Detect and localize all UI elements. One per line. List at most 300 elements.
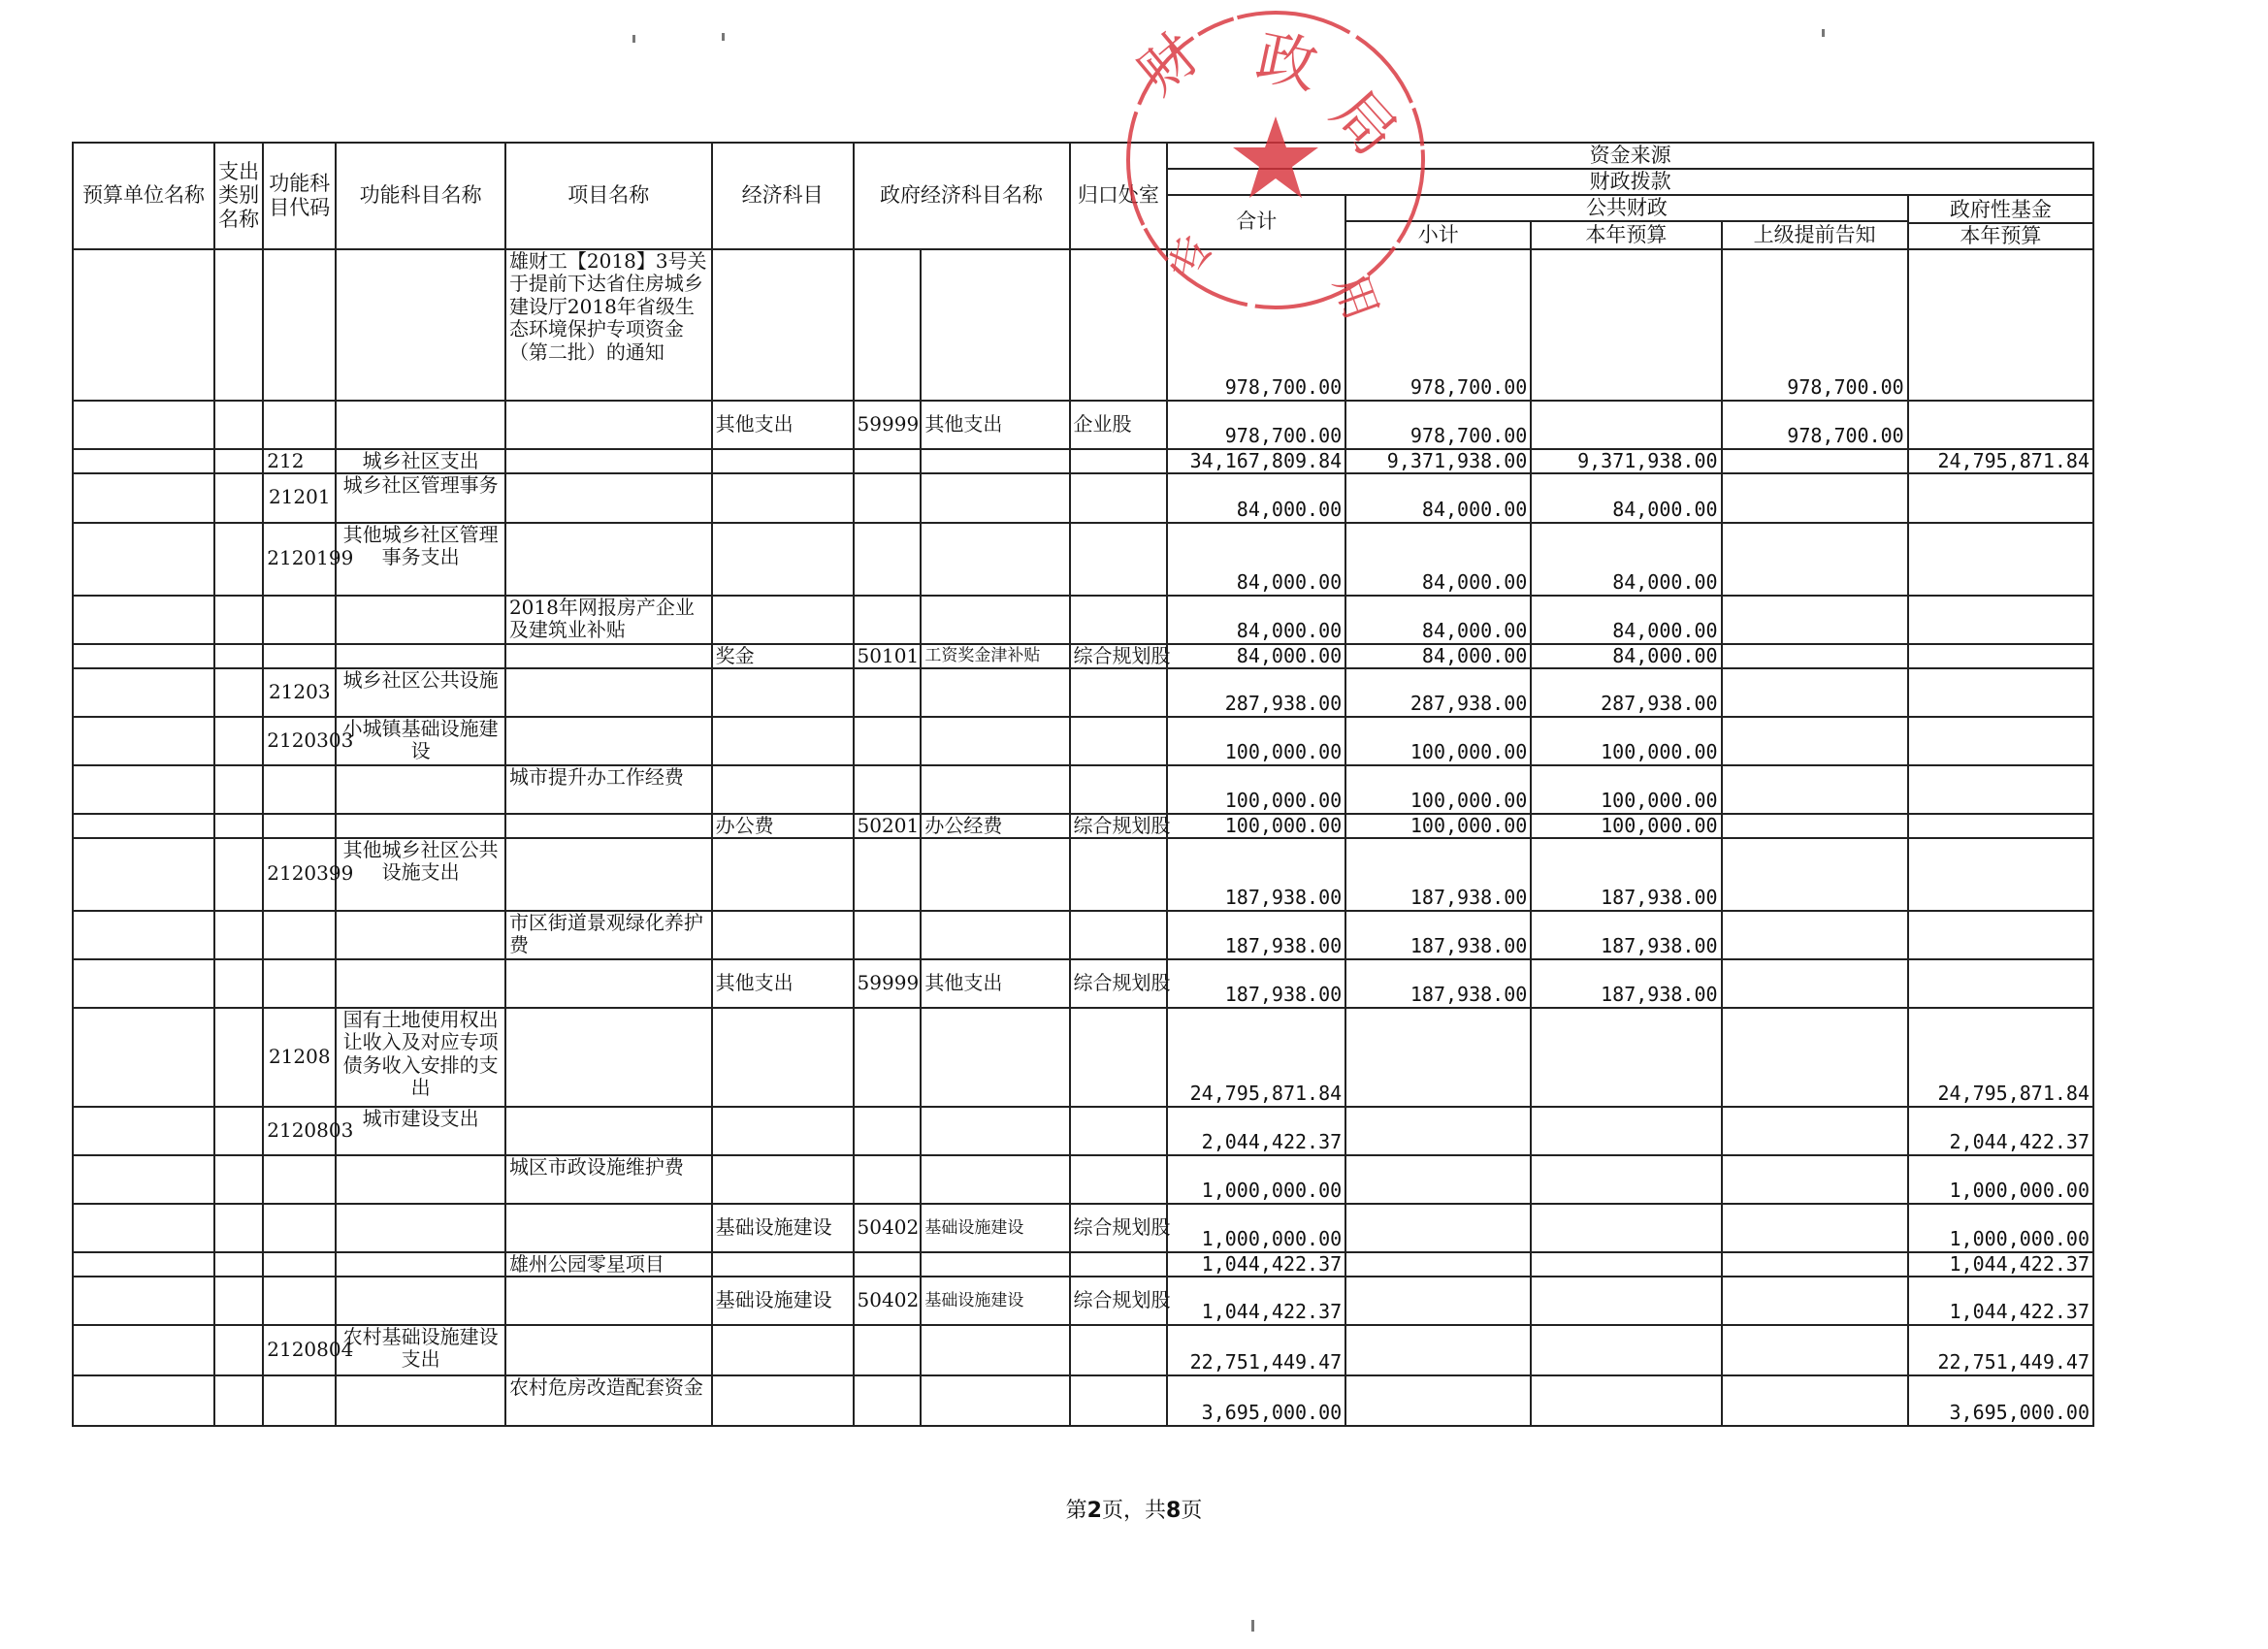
gov-fund-cell	[1908, 765, 2093, 814]
eco-code-cell	[854, 596, 922, 644]
eco-subject-cell	[712, 596, 854, 644]
dept-text: 企业股	[1073, 411, 1132, 436]
project-name-cell	[505, 1252, 712, 1277]
current-budget-cell	[1531, 668, 1721, 717]
header-subtotal: 小计	[1345, 221, 1531, 249]
unit-name-cell	[73, 668, 214, 717]
subtotal-text: 187,938.00	[1409, 885, 1528, 909]
func-code-cell	[263, 911, 336, 959]
project-name-cell	[505, 1107, 712, 1155]
unit-name-cell	[73, 473, 214, 523]
func-name-cell	[336, 668, 505, 717]
func-code-text: 2120303	[267, 728, 354, 752]
eco-code-cell	[854, 1008, 922, 1107]
gov-fund-cell	[1908, 644, 2093, 668]
table-row	[73, 523, 2093, 596]
project-name-cell	[505, 1155, 712, 1204]
eco-code-cell	[854, 449, 922, 473]
header-gov-fund: 政府性基金	[1908, 195, 2093, 223]
eco-subject-cell	[712, 449, 854, 473]
gov-eco-name-cell	[921, 596, 1069, 644]
unit-name-cell	[73, 449, 214, 473]
gov-eco-name-cell	[921, 401, 1069, 449]
eco-subject-cell	[712, 249, 854, 401]
total-text: 187,938.00	[1224, 933, 1343, 957]
expense-type-cell	[214, 249, 263, 401]
current-budget-cell	[1531, 765, 1721, 814]
func-code-cell	[263, 717, 354, 765]
gov-fund-cell	[1908, 1008, 2093, 1107]
eco-code-text: 50101	[857, 643, 920, 667]
func-name-cell	[336, 838, 505, 911]
eco-code-text: 59999	[857, 411, 920, 436]
advance-notice-cell	[1722, 1204, 1908, 1252]
subtotal-cell	[1345, 473, 1531, 523]
func-name-cell	[336, 1107, 505, 1155]
current-budget-cell	[1531, 911, 1721, 959]
expense-type-cell	[214, 911, 263, 959]
eco-subject-cell	[712, 765, 854, 814]
total-text: 100,000.00	[1224, 739, 1343, 763]
gov-fund-cell	[1908, 1277, 2093, 1325]
func-name-cell	[336, 814, 505, 838]
dept-cell	[1070, 668, 1168, 717]
eco-code-cell	[854, 765, 922, 814]
func-name-cell	[336, 1008, 505, 1107]
total-text: 1,000,000.00	[1201, 1226, 1343, 1250]
gov-eco-name-cell	[921, 1107, 1069, 1155]
current-budget-text: 84,000.00	[1612, 643, 1718, 667]
func-code-cell	[263, 1252, 336, 1277]
current-budget-cell	[1531, 449, 1721, 473]
total-cell	[1167, 765, 1345, 814]
table-row	[73, 449, 2093, 473]
eco-code-cell	[854, 644, 922, 668]
project-name-cell	[505, 1325, 712, 1375]
func-code-cell	[263, 596, 336, 644]
subtotal-cell	[1345, 1008, 1531, 1107]
gov-eco-name-cell	[921, 911, 1069, 959]
table-row	[73, 959, 2093, 1008]
table-row	[73, 838, 2093, 911]
gov-fund-cell	[1908, 523, 2093, 596]
total-cell	[1167, 1155, 1345, 1204]
eco-code-cell	[854, 1277, 922, 1325]
func-name-cell	[336, 523, 505, 596]
eco-subject-text: 办公费	[715, 813, 774, 837]
gov-fund-cell	[1908, 814, 2093, 838]
func-code-cell	[263, 473, 336, 523]
gov-fund-cell	[1908, 1375, 2093, 1426]
unit-name-cell	[73, 1375, 214, 1426]
total-cell	[1167, 473, 1345, 523]
eco-code-cell	[854, 1375, 922, 1426]
func-name-cell	[336, 449, 505, 473]
advance-notice-cell	[1722, 523, 1908, 596]
subtotal-cell	[1345, 644, 1531, 668]
table-row	[73, 814, 2093, 838]
project-name-cell	[505, 959, 712, 1008]
advance-notice-cell	[1722, 249, 1908, 401]
dept-cell	[1070, 249, 1168, 401]
func-name-text: 城乡社区支出	[362, 448, 479, 472]
dept-text: 综合规划股	[1073, 643, 1171, 667]
current-budget-text: 9,371,938.00	[1577, 448, 1718, 472]
subtotal-text: 84,000.00	[1421, 643, 1528, 667]
budget-table	[72, 142, 2094, 1427]
project-name-cell	[505, 1204, 712, 1252]
expense-type-cell	[214, 596, 263, 644]
total-text: 187,938.00	[1224, 982, 1343, 1006]
expense-type-cell	[214, 717, 263, 765]
eco-code-text: 50402	[857, 1287, 920, 1311]
advance-notice-cell	[1722, 668, 1908, 717]
header-project-name: 项目名称	[505, 143, 712, 249]
func-name-cell	[336, 1325, 505, 1375]
project-name-cell	[505, 765, 712, 814]
gov-eco-name-cell	[921, 1155, 1069, 1204]
func-name-cell	[336, 644, 505, 668]
unit-name-cell	[73, 1155, 214, 1204]
advance-notice-cell	[1722, 1325, 1908, 1375]
advance-notice-cell	[1722, 717, 1908, 765]
total-cell	[1167, 1252, 1345, 1277]
func-name-cell	[336, 1155, 505, 1204]
table-row	[73, 1277, 2093, 1325]
func-name-text: 其他城乡社区管理事务支出	[342, 522, 499, 569]
svg-text:用: 用	[1323, 267, 1389, 327]
budget-sheet	[72, 142, 2094, 1461]
func-code-cell	[263, 1107, 354, 1155]
unit-name-cell	[73, 249, 214, 401]
subtotal-cell	[1345, 1277, 1531, 1325]
subtotal-text: 978,700.00	[1409, 374, 1528, 399]
eco-subject-cell	[712, 838, 854, 911]
subtotal-text: 84,000.00	[1421, 497, 1528, 521]
eco-code-cell	[854, 959, 922, 1008]
total-cell	[1167, 717, 1345, 765]
dept-cell	[1070, 643, 1171, 668]
total-cell	[1167, 1204, 1345, 1252]
eco-subject-cell	[712, 1204, 854, 1252]
total-cell	[1167, 644, 1345, 668]
current-budget-cell	[1531, 838, 1721, 911]
func-code-text: 21201	[268, 485, 331, 509]
total-text: 978,700.00	[1224, 423, 1343, 447]
gov-eco-name-text: 其他支出	[924, 970, 1003, 994]
svg-text:专: 专	[1161, 230, 1221, 283]
current-budget-text: 84,000.00	[1612, 569, 1718, 594]
func-name-cell	[336, 717, 505, 765]
eco-subject-text: 基础设施建设	[715, 1214, 832, 1239]
total-cell	[1167, 1375, 1345, 1426]
total-cell	[1167, 959, 1345, 1008]
current-budget-cell	[1531, 717, 1721, 765]
current-budget-text: 187,938.00	[1601, 933, 1718, 957]
eco-code-cell	[854, 1155, 922, 1204]
total-text: 2,044,422.37	[1201, 1129, 1343, 1153]
total-cell	[1167, 523, 1345, 596]
project-name-text: 雄财工【2018】3号关于提前下达省住房城乡建设厅2018年省级生态环境保护专项资金（第二批）的通知	[508, 248, 707, 364]
unit-name-cell	[73, 1252, 214, 1277]
footer-middle: 页，共	[1101, 1499, 1166, 1523]
unit-name-cell	[73, 1107, 214, 1155]
gov-eco-name-cell	[921, 1375, 1069, 1426]
project-name-cell	[505, 717, 712, 765]
eco-subject-cell	[712, 401, 854, 449]
gov-eco-name-cell	[921, 249, 1069, 401]
dept-cell	[1070, 1107, 1168, 1155]
total-text: 1,000,000.00	[1201, 1178, 1343, 1202]
func-code-cell	[263, 401, 336, 449]
dept-cell	[1070, 473, 1168, 523]
unit-name-cell	[73, 717, 214, 765]
advance-notice-cell	[1722, 473, 1908, 523]
dept-cell	[1070, 449, 1168, 473]
subtotal-text: 187,938.00	[1409, 982, 1528, 1006]
eco-subject-cell	[712, 1252, 854, 1277]
gov-eco-name-cell	[921, 765, 1069, 814]
unit-name-cell	[73, 814, 214, 838]
current-budget-cell	[1531, 596, 1721, 644]
func-name-text: 城乡社区公共设施	[342, 667, 499, 692]
total-cell	[1167, 1325, 1345, 1375]
dept-cell	[1070, 596, 1168, 644]
subtotal-cell	[1345, 717, 1531, 765]
table-row	[73, 765, 2093, 814]
subtotal-cell	[1345, 959, 1531, 1008]
scan-speck	[722, 33, 725, 41]
eco-code-cell	[854, 717, 922, 765]
func-code-text: 21203	[268, 679, 331, 703]
total-cell	[1167, 911, 1345, 959]
eco-subject-cell	[712, 1325, 854, 1375]
current-budget-text: 84,000.00	[1612, 618, 1718, 642]
subtotal-cell	[1345, 1325, 1531, 1375]
func-code-text: 2120803	[267, 1117, 354, 1142]
gov-eco-name-text: 基础设施建设	[924, 1217, 1024, 1238]
total-text: 100,000.00	[1224, 788, 1343, 812]
expense-type-cell	[214, 401, 263, 449]
func-code-cell	[263, 814, 336, 838]
expense-type-cell	[214, 959, 263, 1008]
header-unit-name: 预算单位名称	[73, 143, 214, 249]
header-advance-notice: 上级提前告知	[1722, 221, 1908, 249]
gov-fund-text: 1,000,000.00	[1949, 1226, 2090, 1250]
gov-fund-cell	[1908, 1252, 2093, 1277]
subtotal-cell	[1345, 1155, 1531, 1204]
func-code-cell	[263, 644, 336, 668]
eco-code-text: 50402	[857, 1214, 920, 1239]
gov-fund-cell	[1908, 473, 2093, 523]
current-budget-cell	[1531, 644, 1721, 668]
project-name-cell	[505, 1008, 712, 1107]
header-func-code: 功能科目代码	[263, 143, 336, 249]
eco-subject-cell	[712, 473, 854, 523]
table-row	[73, 911, 2093, 959]
svg-text:财: 财	[1125, 20, 1212, 108]
subtotal-text: 978,700.00	[1409, 423, 1528, 447]
func-code-text: 2120399	[267, 861, 354, 886]
project-name-cell	[505, 838, 712, 911]
func-name-text: 农村基础设施建设支出	[342, 1324, 499, 1372]
func-name-cell	[336, 1252, 505, 1277]
func-code-cell	[263, 838, 354, 911]
project-name-cell	[505, 1277, 712, 1325]
eco-code-cell	[854, 473, 922, 523]
dept-cell	[1070, 1375, 1168, 1426]
svg-text:政: 政	[1249, 20, 1324, 103]
table-row	[73, 1204, 2093, 1252]
current-budget-cell	[1531, 249, 1721, 401]
gov-fund-cell	[1908, 717, 2093, 765]
expense-type-cell	[214, 1008, 263, 1107]
eco-code-cell	[854, 523, 922, 596]
unit-name-cell	[73, 401, 214, 449]
subtotal-cell	[1345, 911, 1531, 959]
current-budget-text: 100,000.00	[1601, 739, 1718, 763]
subtotal-text: 84,000.00	[1421, 569, 1528, 594]
gov-eco-name-cell	[921, 1325, 1069, 1375]
project-name-cell	[505, 668, 712, 717]
eco-code-text: 50201	[857, 813, 920, 837]
expense-type-cell	[214, 523, 263, 596]
table-row	[73, 1375, 2093, 1426]
func-name-cell	[336, 911, 505, 959]
project-name-cell	[505, 523, 712, 596]
eco-subject-cell	[712, 1277, 854, 1325]
gov-fund-cell	[1908, 959, 2093, 1008]
advance-notice-cell	[1722, 911, 1908, 959]
expense-type-cell	[214, 814, 263, 838]
subtotal-text: 9,371,938.00	[1386, 448, 1528, 472]
dept-cell	[1070, 401, 1168, 449]
dept-cell	[1070, 813, 1171, 838]
eco-code-cell	[854, 1107, 922, 1155]
eco-code-cell	[854, 401, 922, 449]
total-cell	[1167, 401, 1345, 449]
current-budget-cell	[1531, 1204, 1721, 1252]
advance-notice-text: 978,700.00	[1787, 423, 1904, 447]
header-eco-subject: 经济科目	[712, 143, 854, 249]
dept-text: 综合规划股	[1073, 1287, 1171, 1311]
table-row	[73, 1252, 2093, 1277]
total-cell	[1167, 1008, 1345, 1107]
subtotal-text: 287,938.00	[1409, 691, 1528, 715]
gov-fund-cell	[1908, 401, 2093, 449]
total-text: 187,938.00	[1224, 885, 1343, 909]
subtotal-cell	[1345, 814, 1531, 838]
dept-cell	[1070, 1277, 1171, 1325]
eco-subject-text: 其他支出	[715, 970, 794, 994]
advance-notice-cell	[1722, 814, 1908, 838]
func-name-text: 其他城乡社区公共设施支出	[342, 837, 499, 885]
subtotal-text: 100,000.00	[1409, 739, 1528, 763]
eco-subject-cell	[712, 1375, 854, 1426]
total-text: 84,000.00	[1236, 618, 1343, 642]
gov-eco-name-cell	[921, 473, 1069, 523]
total-text: 100,000.00	[1224, 813, 1343, 837]
total-cell	[1167, 838, 1345, 911]
gov-eco-name-cell	[921, 1204, 1069, 1252]
func-code-cell	[263, 1008, 336, 1107]
header-func-name: 功能科目名称	[336, 143, 505, 249]
func-code-cell	[263, 959, 336, 1008]
func-name-cell	[336, 1204, 505, 1252]
expense-type-cell	[214, 1107, 263, 1155]
func-code-text: 2120199	[267, 546, 354, 570]
eco-code-cell	[854, 249, 922, 401]
expense-type-cell	[214, 1277, 263, 1325]
gov-eco-name-cell	[921, 1277, 1069, 1325]
footer-suffix: 页	[1181, 1499, 1203, 1523]
header-total: 合计	[1167, 195, 1345, 249]
func-code-cell	[263, 1277, 336, 1325]
func-code-cell	[263, 1204, 336, 1252]
func-name-text: 城乡社区管理事务	[342, 472, 499, 497]
total-text: 22,751,449.47	[1189, 1349, 1343, 1374]
total-cell	[1167, 1277, 1345, 1325]
eco-code-cell	[854, 1325, 922, 1375]
func-name-cell	[336, 959, 505, 1008]
gov-fund-text: 3,695,000.00	[1949, 1400, 2090, 1424]
expense-type-cell	[214, 1375, 263, 1426]
scan-speck	[632, 35, 635, 43]
gov-eco-name-cell	[921, 668, 1069, 717]
eco-code-cell	[854, 814, 922, 838]
func-code-cell	[263, 449, 336, 473]
dept-cell	[1070, 1325, 1168, 1375]
gov-eco-name-cell	[921, 1008, 1069, 1107]
current-budget-text: 187,938.00	[1601, 982, 1718, 1006]
table-row	[73, 644, 2093, 668]
expense-type-cell	[214, 473, 263, 523]
current-budget-cell	[1531, 473, 1721, 523]
func-code-cell	[263, 249, 336, 401]
advance-notice-cell	[1722, 1107, 1908, 1155]
project-name-cell	[505, 814, 712, 838]
func-name-cell	[336, 765, 505, 814]
advance-notice-cell	[1722, 1155, 1908, 1204]
advance-notice-text: 978,700.00	[1787, 374, 1904, 399]
current-budget-cell	[1531, 1252, 1721, 1277]
dept-text: 综合规划股	[1073, 1214, 1171, 1239]
project-name-cell	[505, 596, 712, 644]
header-gov-eco-name: 政府经济科目名称	[854, 143, 1070, 249]
table-row	[73, 401, 2093, 449]
current-budget-cell	[1531, 401, 1721, 449]
func-code-cell	[263, 1375, 336, 1426]
eco-subject-text: 基础设施建设	[715, 1287, 832, 1311]
subtotal-cell	[1345, 401, 1531, 449]
eco-subject-cell	[712, 717, 854, 765]
eco-subject-cell	[712, 668, 854, 717]
project-name-text: 城区市政设施维护费	[508, 1154, 684, 1179]
advance-notice-cell	[1722, 959, 1908, 1008]
func-code-cell	[263, 668, 336, 717]
unit-name-cell	[73, 838, 214, 911]
eco-code-cell	[854, 1204, 922, 1252]
project-name-cell	[505, 473, 712, 523]
unit-name-cell	[73, 765, 214, 814]
eco-code-cell	[854, 838, 922, 911]
subtotal-cell	[1345, 596, 1531, 644]
func-name-cell	[336, 401, 505, 449]
gov-fund-cell	[1908, 1204, 2093, 1252]
advance-notice-cell	[1722, 449, 1908, 473]
gov-eco-name-text: 基础设施建设	[924, 1290, 1024, 1310]
advance-notice-cell	[1722, 644, 1908, 668]
